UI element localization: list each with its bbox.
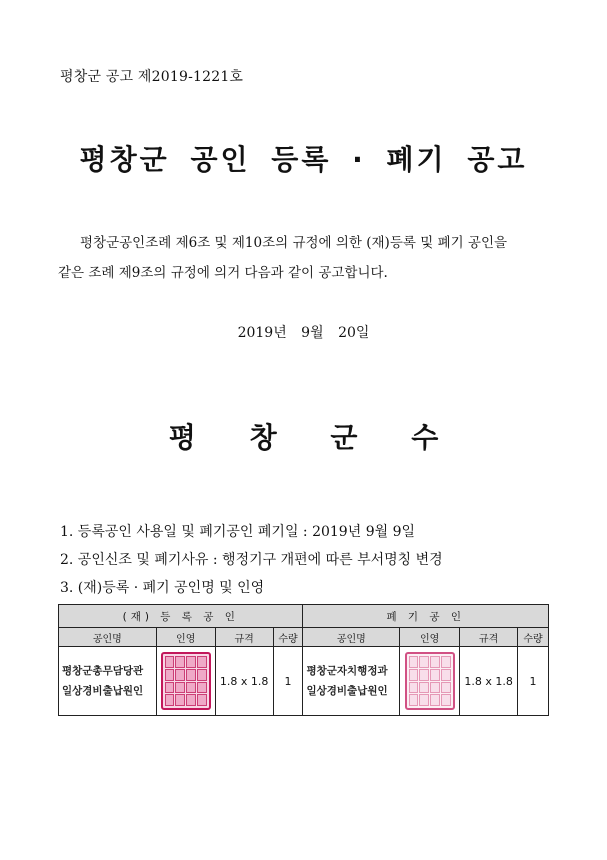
notice-item: 2. 공인신조 및 폐기사유 : 행정기구 개편에 따른 부서명칭 변경 [60,552,443,568]
body-line-1: 평창군공인조례 제6조 및 제10조의 규정에 의한 (재)등록 및 폐기 공인을 [80,235,508,251]
signer-name [0,416,607,456]
column-header: 수량 [518,628,549,647]
notice-date: 2019년 9월 20일 [237,325,370,341]
disposed-seal-stamp-icon [405,652,455,710]
column-header: 공인명 [59,628,157,647]
notice-item: 1. 등록공인 사용일 및 폐기공인 폐기일 : 2019년 9월 9일 [60,524,416,540]
disposed-seal-qty: 1 [518,647,549,716]
column-header: 인영 [400,628,460,647]
seal-name-line: 평창군자치행정과 [306,665,388,677]
registered-seal-stamp-icon [161,652,211,710]
registered-seal-qty: 1 [273,647,303,716]
table-row [59,647,549,716]
notice-body [58,228,558,288]
table-column-header-row [59,628,549,647]
registered-seal-spec: 1.8 x 1.8 [215,647,273,716]
notice-items [60,518,443,602]
seal-name-line: 평창군총무담당관 [62,665,144,677]
seal-name-line: 일상경비출납원인 [62,685,144,697]
column-header: 규격 [215,628,273,647]
signer-char: 군 [330,421,358,454]
signer-char: 창 [249,421,277,454]
body-line-2: 같은 조례 제9조의 규정에 의거 다음과 같이 공고합니다. [58,265,388,281]
registered-seal-header: (재) 등 록 공 인 [59,605,303,628]
table-group-header-row [59,605,549,628]
column-header: 인영 [156,628,215,647]
disposed-seal-name [303,647,400,716]
disposed-seal-image-cell [400,647,460,716]
signer-char: 평 [168,421,196,454]
column-header: 수량 [273,628,303,647]
notice-item: 3. (재)등록 · 폐기 공인명 및 인영 [60,580,265,596]
seal-name-line: 일상경비출납원인 [306,685,388,697]
page-title: 평창군 공인 등록 · 폐기 공고 [79,143,528,176]
column-header: 공인명 [303,628,400,647]
disposed-seal-spec: 1.8 x 1.8 [460,647,518,716]
column-header: 규격 [460,628,518,647]
registered-seal-name [59,647,157,716]
seal-table [58,604,549,716]
disposed-seal-header: 폐 기 공 인 [303,605,549,628]
registered-seal-image-cell [156,647,215,716]
notice-number: 평창군 공고 제2019-1221호 [60,69,244,85]
signer-char: 수 [411,421,439,454]
